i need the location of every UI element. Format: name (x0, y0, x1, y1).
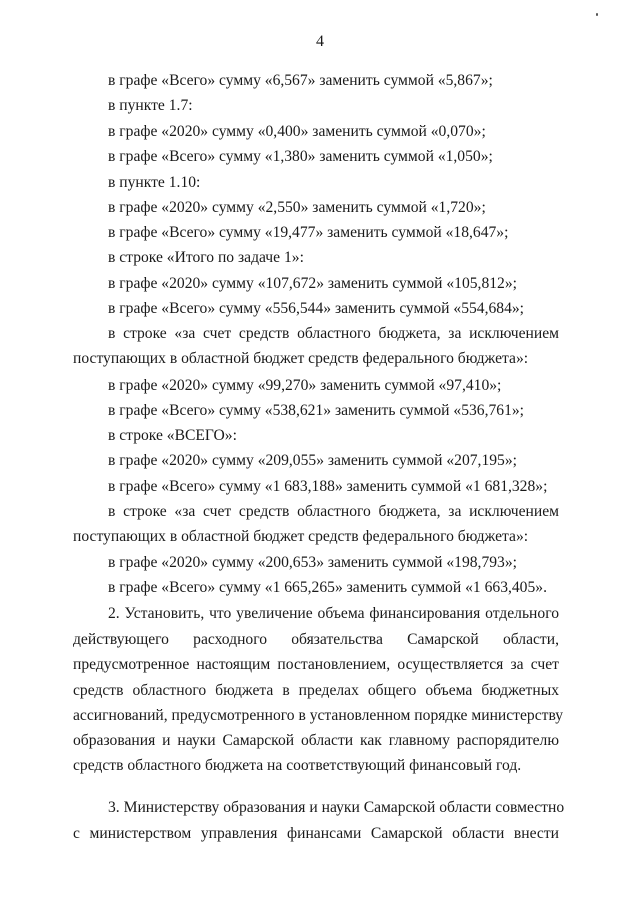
text-line: в строке «за счет средств областного бюджета, за исключением (108, 503, 559, 520)
text-line: ассигнований, предусмотренного в установленном порядке министерству (73, 707, 564, 724)
scan-artifact (596, 13, 598, 16)
text-line: в графе «Всего» сумму «1,380» заменить суммой «1,050»; (108, 148, 493, 165)
text-line: в графе «2020» сумму «209,055» заменить суммой «207,195»; (108, 452, 517, 469)
text-line: в графе «Всего» сумму «538,621» заменить суммой «536,761»; (108, 402, 525, 419)
text-line: в строке «Итого по задаче 1»: (108, 249, 304, 266)
text-line: в строке «за счет средств областного бюджета, за исключением (108, 325, 559, 342)
text-line: в графе «Всего» сумму «6,567» заменить суммой «5,867»; (108, 72, 493, 89)
text-line: поступающих в областной бюджет средств федерального бюджета»: (73, 350, 529, 367)
text-line: в графе «2020» сумму «0,400» заменить суммой «0,070»; (108, 123, 486, 140)
text-line: в графе «2020» сумму «99,270» заменить суммой «97,410»; (108, 377, 502, 394)
text-line: 2. Установить, что увеличение объема финансирования отдельного (108, 605, 559, 622)
text-line: действующего расходного обязательства Самарской области, (73, 631, 559, 648)
text-line: в пункте 1.10: (108, 174, 201, 191)
text-line: средств областного бюджета на соответствующий финансовый год. (73, 757, 522, 774)
text-line: в графе «2020» сумму «107,672» заменить суммой «105,812»; (108, 275, 517, 292)
text-line: в графе «Всего» сумму «1 665,265» заменить суммой «1 663,405». (108, 579, 547, 596)
text-line: 3. Министерству образования и науки Самарской области совместно (108, 799, 565, 816)
page-number: 4 (316, 33, 324, 50)
text-line: средств областного бюджета в пределах общего объема бюджетных (73, 682, 559, 699)
text-line: поступающих в областной бюджет средств федерального бюджета»: (73, 528, 529, 545)
text-line: в графе «Всего» сумму «19,477» заменить суммой «18,647»; (108, 224, 509, 241)
text-line: предусмотренное настоящим постановлением, осуществляется за счет (73, 656, 559, 673)
text-line: в пункте 1.7: (108, 97, 193, 114)
text-line: в графе «2020» сумму «2,550» заменить суммой «1,720»; (108, 199, 486, 216)
text-line: в графе «2020» сумму «200,653» заменить суммой «198,793»; (108, 554, 517, 571)
text-line: в строке «ВСЕГО»: (108, 427, 237, 444)
text-line: в графе «Всего» сумму «1 683,188» заменить суммой «1 681,328»; (108, 478, 548, 495)
text-line: образования и науки Самарской области как главному распорядителю (73, 732, 559, 749)
text-line: в графе «Всего» сумму «556,544» заменить суммой «554,684»; (108, 300, 525, 317)
text-line: с министерством управления финансами Самарской области внести (73, 825, 559, 842)
